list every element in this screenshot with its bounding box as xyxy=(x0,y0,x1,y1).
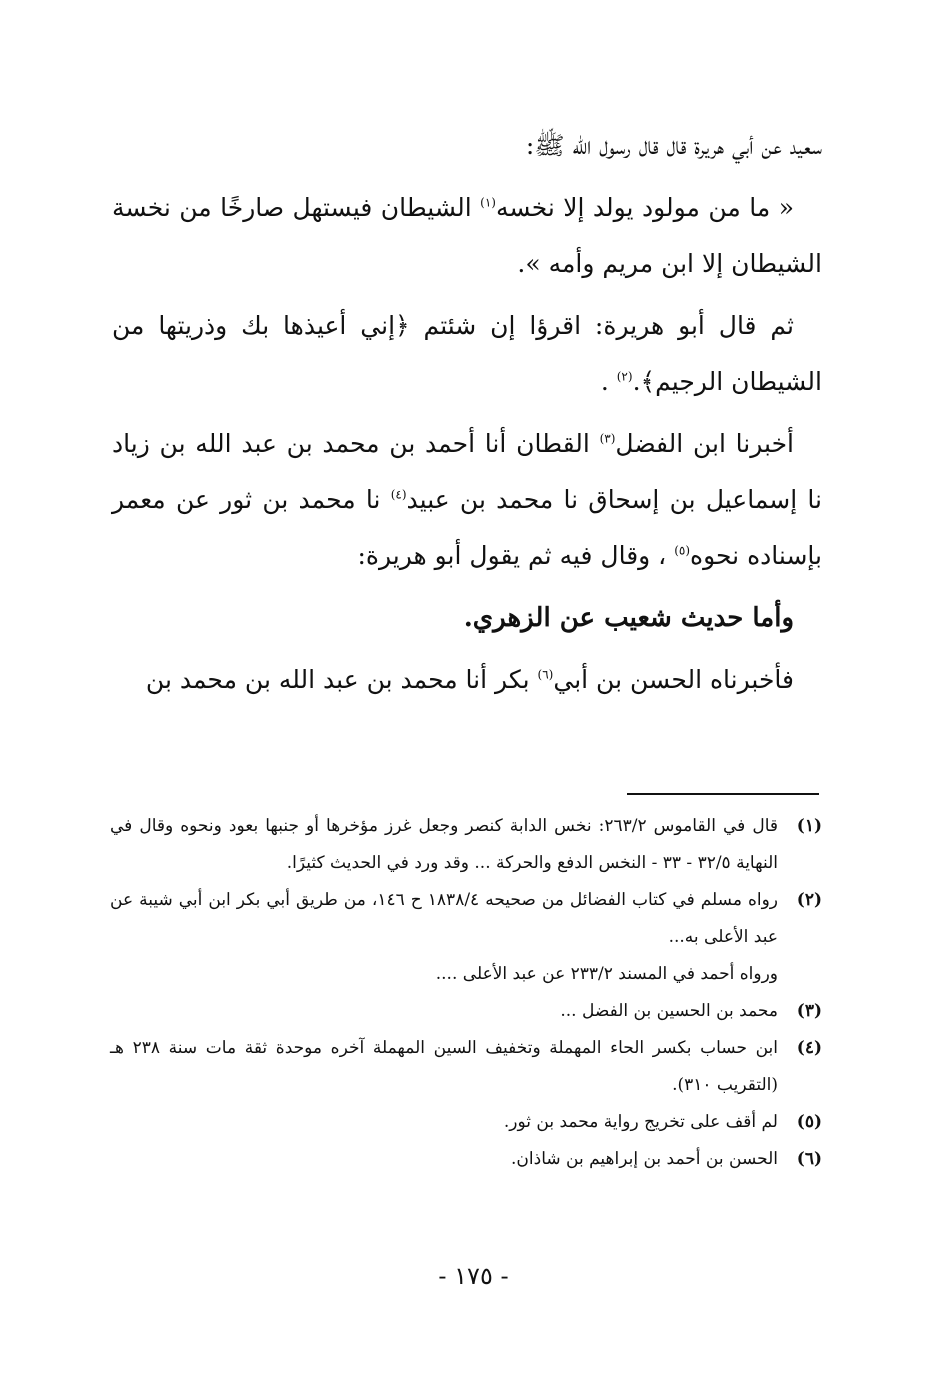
footnote-ref-6: (٦) xyxy=(537,667,554,682)
footnote-text: محمد بن الحسين بن الفضل ... xyxy=(560,1001,778,1021)
footnote-number: (١) xyxy=(796,816,822,836)
footnote-ref-2: (٢) xyxy=(616,369,633,384)
paragraph-5-text-b: بكر أنا محمد بن عبد الله بن محمد بن xyxy=(145,665,538,694)
footnote-text: ورواه أحمد في المسند ٢٣٣/٢ عن عبد الأعلى .... xyxy=(435,964,778,984)
footnote-number: (٢) xyxy=(796,890,822,910)
footnote-text: قال في القاموس ٢٦٣/٢: نخس الدابة كنصر وجعل غرز مؤخرها أو جنبها بعود ونحوه وقال في النهاية ٣٢/٥ - ٣٣ - النخس الدفع والحركة ... وقد ورد في الحديث كثيرًا. xyxy=(110,816,778,873)
paragraph-1 xyxy=(112,118,822,174)
footnote-body xyxy=(110,882,778,993)
footnote-6 xyxy=(110,1141,822,1178)
footnote-body xyxy=(110,1030,778,1104)
footnote-ref-1: (١) xyxy=(480,195,496,210)
footnotes xyxy=(110,808,822,1178)
footnote-number: (٤) xyxy=(796,1038,822,1058)
footnote-4 xyxy=(110,1030,822,1104)
footnote-1 xyxy=(110,808,822,882)
footnote-2 xyxy=(110,882,822,993)
footnote-5 xyxy=(110,1104,822,1141)
footnote-number: (٥) xyxy=(796,1112,822,1132)
footnote-body xyxy=(110,1141,778,1178)
paragraph-3-text-b: . xyxy=(600,367,617,396)
footnote-text: ابن حساب بكسر الحاء المهملة وتخفيف السين المهملة آخره موحدة ثقة مات سنة ٢٣٨ هـ (التقريب ٣١٠). xyxy=(110,1038,778,1095)
footnote-body xyxy=(110,993,778,1030)
footnote-number: (٣) xyxy=(796,1001,822,1021)
paragraph-3-text-a: ثم قال أبو هريرة: اقرؤا إن شئتم ﴿إني أعيذها بك وذريتها من الشيطان الرجيم﴾. xyxy=(112,311,822,396)
paragraph-5 xyxy=(112,652,822,708)
paragraph-1-text: سعيد عن أبي هريرة قال قال رسول الله ﷺ: xyxy=(525,131,822,160)
paragraph-4-text-b: القطان أنا أحمد بن محمد بن عبد الله بن زياد نا إسماعيل بن إسحاق نا محمد بن عبيد xyxy=(112,429,822,514)
paragraph-3 xyxy=(112,298,822,410)
footnote-ref-4: (٤) xyxy=(390,487,407,502)
footnote-3 xyxy=(110,993,822,1030)
section-heading: وأما حديث شعيب عن الزهري. xyxy=(463,603,794,633)
paragraph-2-text-b: الشيطان فيستهل صارخًا من نخسة الشيطان إلا ابن مريم وأمه ». xyxy=(112,193,822,278)
paragraph-2-text-a: « ما من مولود يولد إلا نخسه xyxy=(495,193,794,222)
footnote-separator xyxy=(627,793,819,795)
paragraph-4 xyxy=(112,416,822,584)
page-number: - ١٧٥ - xyxy=(438,1262,509,1290)
footnote-number: (٦) xyxy=(796,1149,822,1169)
paragraph-5-text-a: فأخبرناه الحسن بن أبي xyxy=(553,665,794,694)
footnote-text: رواه مسلم في كتاب الفضائل من صحيحه ١٨٣٨/٤ ح ١٤٦، من طريق أبي بكر ابن أبي شيبة عن عبد الأعلى به... xyxy=(110,890,778,947)
main-text xyxy=(112,118,822,714)
footnote-text: الحسن بن أحمد بن إبراهيم بن شاذان. xyxy=(511,1149,778,1169)
footnote-body xyxy=(110,808,778,882)
paragraph-4-text-d: ، وقال فيه ثم يقول أبو هريرة: xyxy=(357,541,675,570)
footnote-body xyxy=(110,1104,778,1141)
paragraph-4-text-a: أخبرنا ابن الفضل xyxy=(615,429,794,458)
footnote-ref-5: (٥) xyxy=(674,543,691,558)
paragraph-2 xyxy=(112,180,822,292)
paragraph-4-text-c: نا محمد بن ثور عن معمر بإسناده نحوه xyxy=(112,485,822,570)
footnote-ref-3: (٣) xyxy=(599,431,616,446)
footnote-text: لم أقف على تخريج رواية محمد بن ثور. xyxy=(503,1112,778,1132)
